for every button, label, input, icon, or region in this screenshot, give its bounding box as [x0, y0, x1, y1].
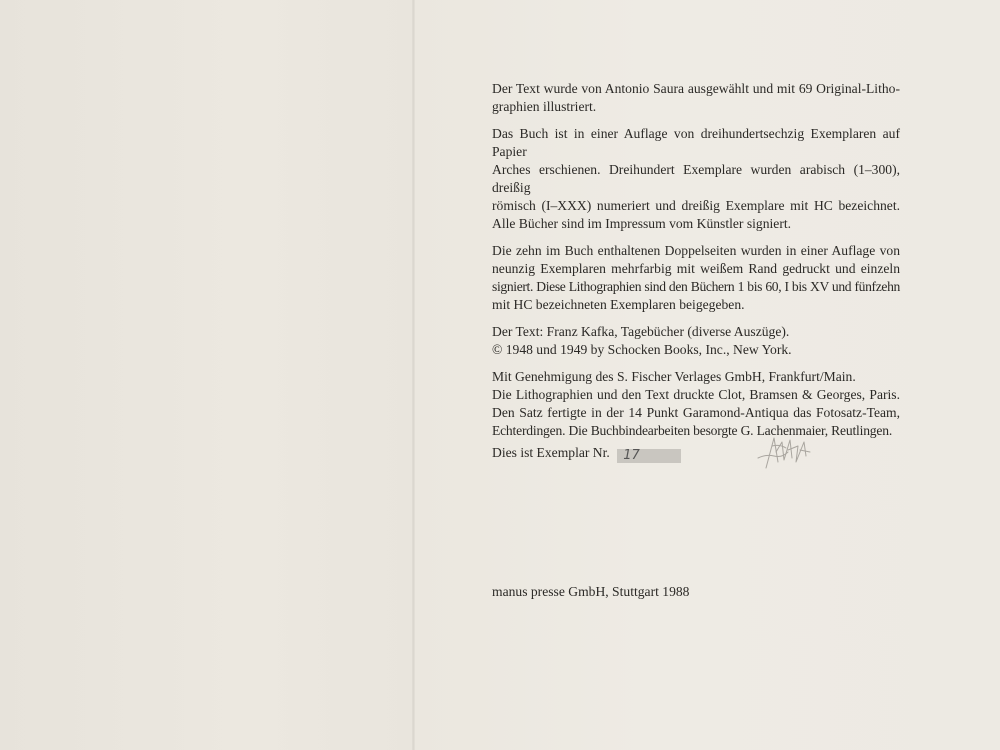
- text-line: Der Text: Franz Kafka, Tagebücher (diverse Auszüge).: [492, 324, 790, 339]
- exemplar-number: 17: [617, 449, 681, 463]
- colophon-paragraph-2: [492, 125, 900, 233]
- left-page: [0, 0, 413, 750]
- text-line: Alle Bücher sind im Impressum vom Künstler signiert.: [492, 216, 792, 231]
- text-line: Mit Genehmigung des S. Fischer Verlages GmbH, Frankfurt/Main.: [492, 369, 856, 384]
- exemplar-label: Dies ist Exemplar Nr.: [492, 445, 610, 460]
- text-line: Der Text wurde von Antonio Saura ausgewählt und mit 69 Original-Litho-: [492, 81, 900, 96]
- colophon-text: [492, 80, 900, 449]
- text-line: © 1948 und 1949 by Schocken Books, Inc., New York.: [492, 342, 792, 357]
- colophon-paragraph-1: [492, 80, 900, 116]
- text-line: Arches erschienen. Dreihundert Exemplare wurden arabisch (1–300), dreißig: [492, 162, 900, 195]
- artist-signature: [752, 432, 822, 472]
- text-line: graphien illustriert.: [492, 99, 597, 114]
- text-line: neunzig Exemplaren mehrfarbig mit weißem Rand gedruckt und einzeln: [492, 261, 900, 276]
- text-line: Die zehn im Buch enthaltenen Doppelseiten wurden in einer Auflage von: [492, 243, 900, 258]
- text-line: Den Satz fertigte in der 14 Punkt Garamond-Antiqua das Fotosatz-Team,: [492, 405, 900, 420]
- text-line: Die Lithographien und den Text druckte Clot, Bramsen & Georges, Paris.: [492, 387, 900, 402]
- text-line: Echterdingen. Die Buchbindearbeiten besorgte G. Lachenmaier, Reutlingen.: [492, 423, 893, 438]
- text-line: Das Buch ist in einer Auflage von dreihundertsechzig Exemplaren auf Papier: [492, 126, 900, 159]
- exemplar-line: [492, 444, 681, 463]
- colophon-paragraph-5: [492, 368, 900, 440]
- publisher-imprint: manus presse GmbH, Stuttgart 1988: [492, 584, 690, 599]
- colophon-paragraph-4: [492, 323, 900, 359]
- text-line: römisch (I–XXX) numeriert und dreißig Exemplare mit HC bezeichnet.: [492, 198, 900, 213]
- text-line: signiert. Diese Lithographien sind den Büchern 1 bis 60, I bis XV und fünfzehn: [492, 279, 900, 294]
- text-line: mit HC bezeichneten Exemplaren beigegeben.: [492, 297, 745, 312]
- colophon-paragraph-3: [492, 242, 900, 314]
